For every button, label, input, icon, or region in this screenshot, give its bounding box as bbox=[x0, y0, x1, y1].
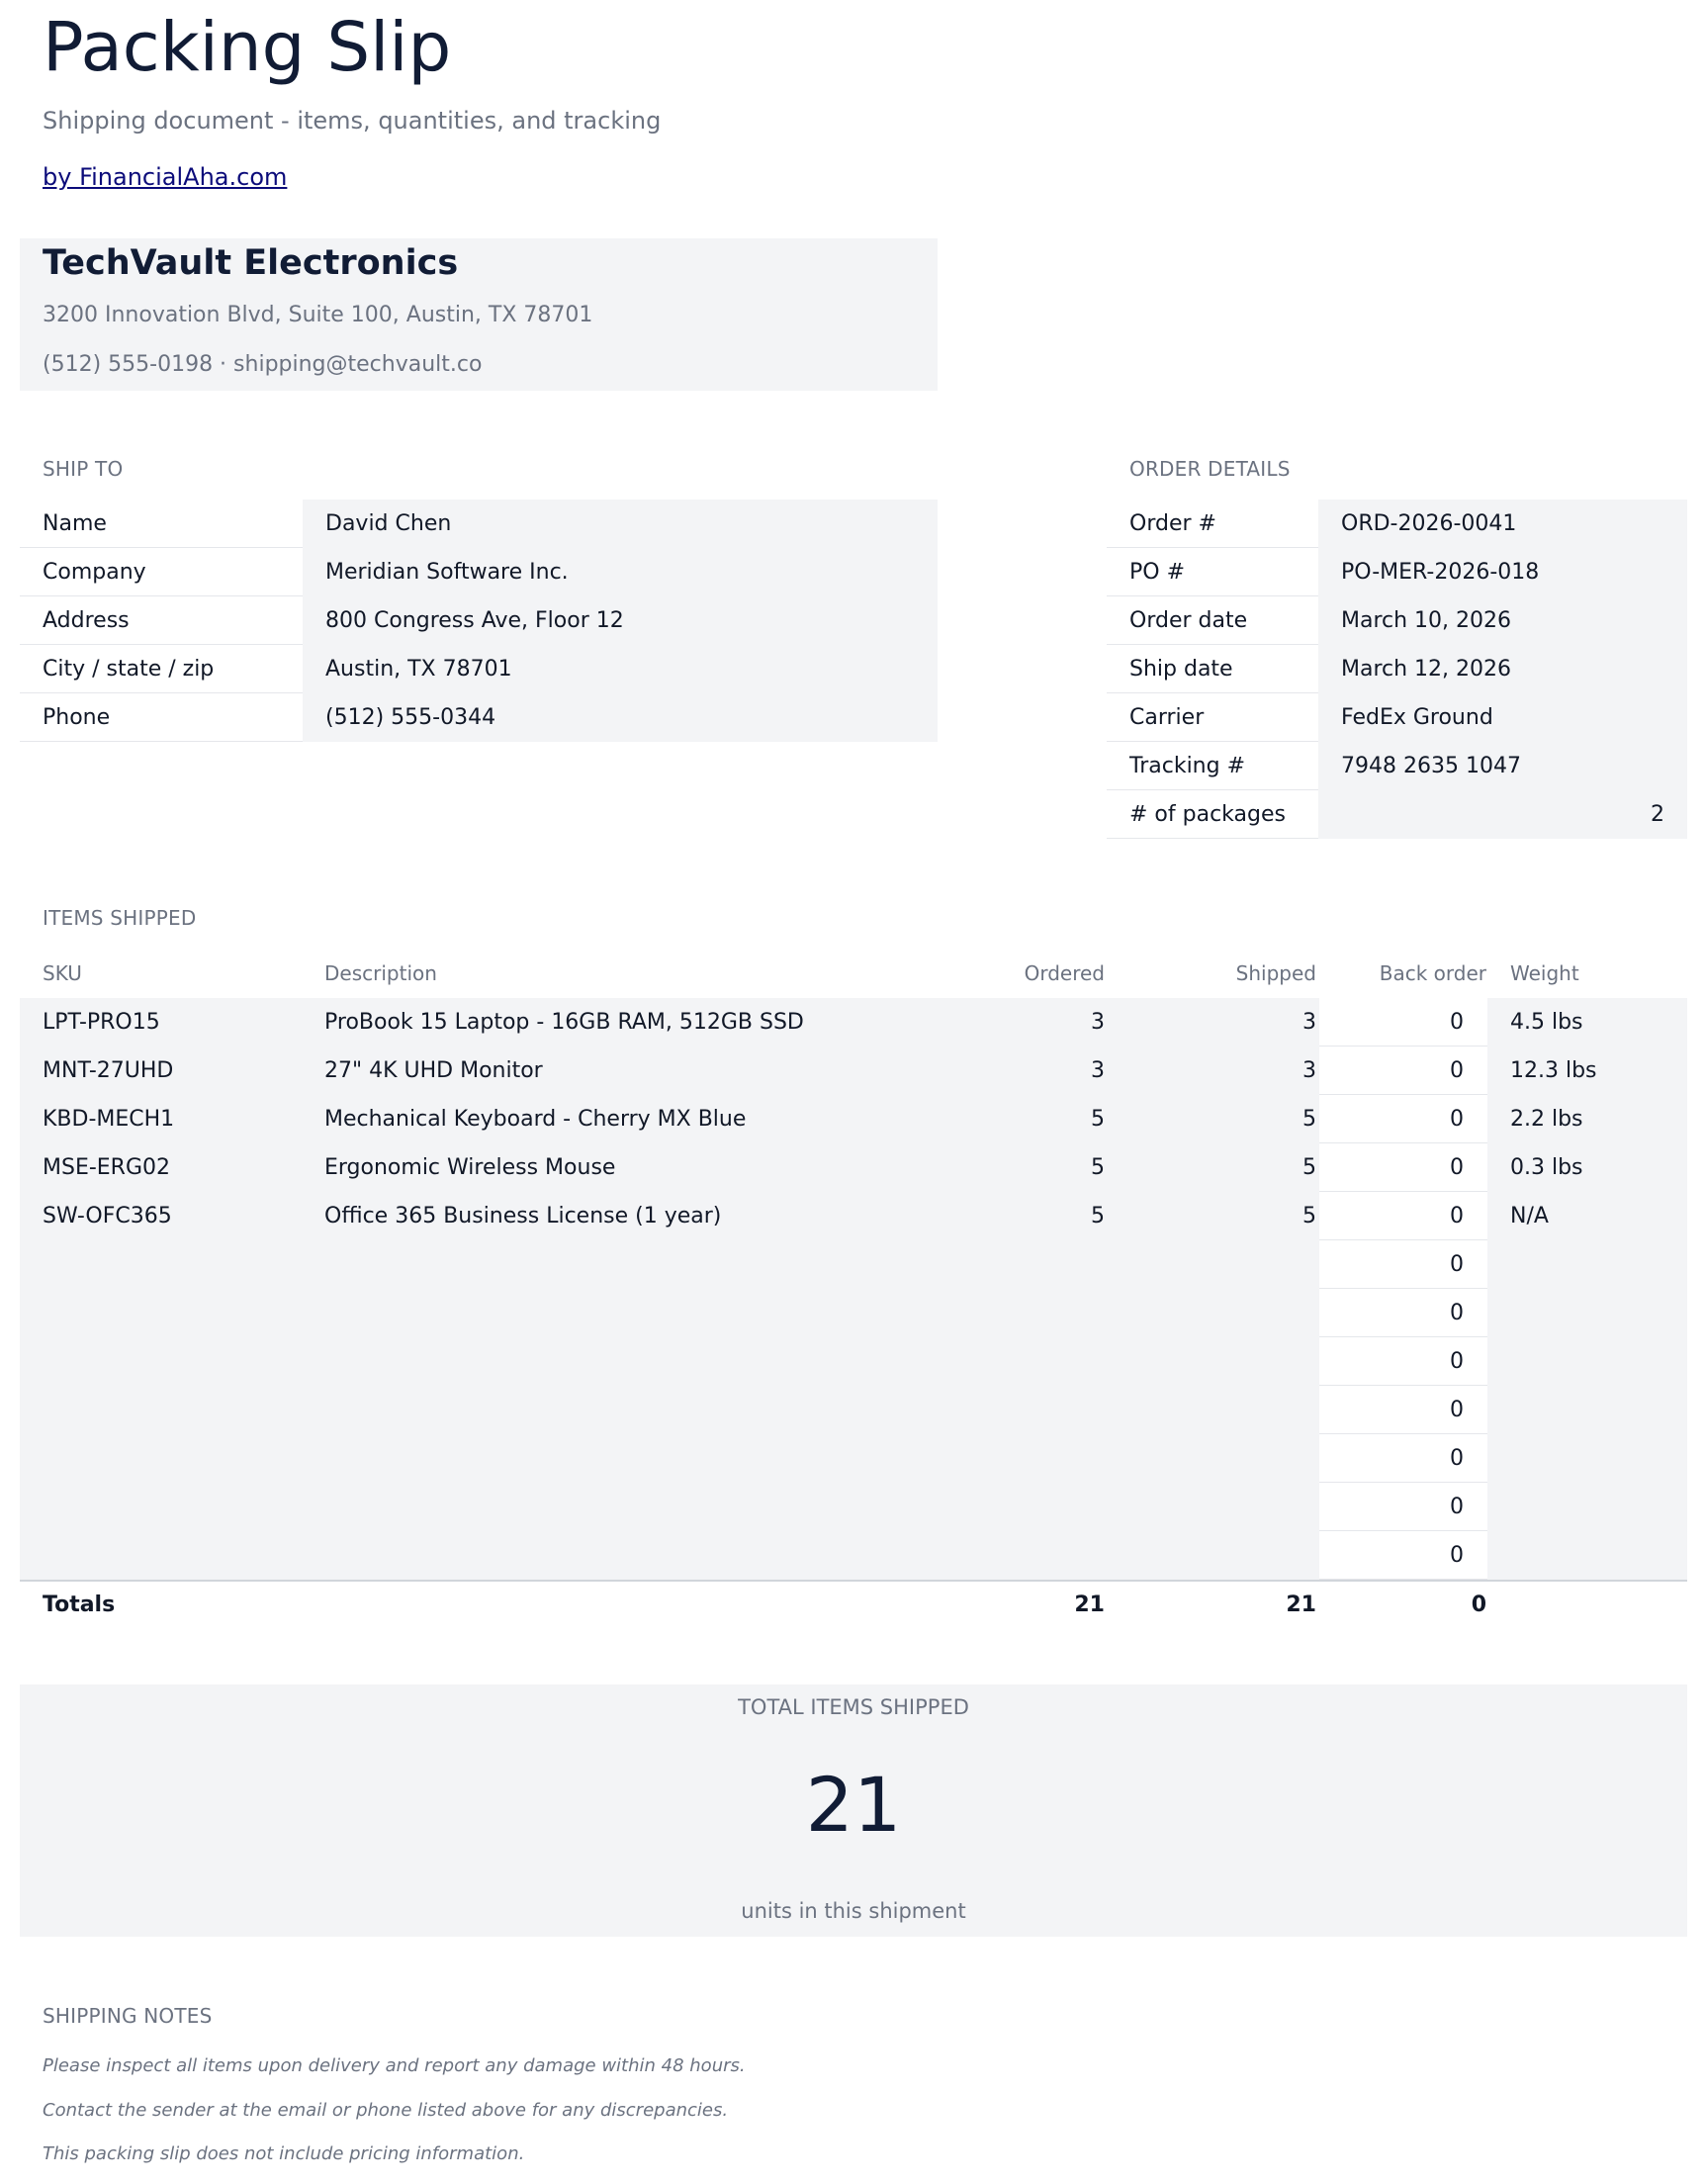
cell-weight: 12.3 lbs bbox=[1510, 1058, 1597, 1083]
shipping-note: Please inspect all items upon delivery and report any damage within 48 hours. bbox=[43, 2055, 746, 2076]
col-header-sku: SKU bbox=[43, 961, 82, 985]
kv-row bbox=[1107, 790, 1687, 839]
kv-row bbox=[1107, 548, 1687, 596]
kv-key: Order # bbox=[1107, 500, 1318, 548]
kv-key: Company bbox=[20, 548, 303, 596]
kv-row bbox=[20, 500, 938, 548]
kv-row bbox=[1107, 500, 1687, 548]
kv-key: Tracking # bbox=[1107, 742, 1318, 790]
totals-ordered: 21 bbox=[1074, 1592, 1105, 1617]
order-details-label: ORDER DETAILS bbox=[1129, 457, 1291, 481]
kv-row bbox=[1107, 596, 1687, 645]
cell-sku: KBD-MECH1 bbox=[43, 1107, 175, 1132]
sender-address: 3200 Innovation Blvd, Suite 100, Austin, TX 78701 bbox=[43, 303, 593, 327]
kv-row bbox=[20, 548, 938, 596]
cell-description: ProBook 15 Laptop - 16GB RAM, 512GB SSD bbox=[324, 1010, 804, 1035]
kv-row bbox=[20, 645, 938, 693]
cell-back-order: 0 bbox=[1319, 1192, 1487, 1240]
cell-back-order: 0 bbox=[1319, 1531, 1487, 1580]
kv-key: Phone bbox=[20, 693, 303, 742]
col-header-shipped: Shipped bbox=[1235, 961, 1316, 985]
kv-value: March 10, 2026 bbox=[1318, 596, 1687, 645]
cell-ordered: 5 bbox=[1091, 1155, 1105, 1180]
cell-ordered: 5 bbox=[1091, 1204, 1105, 1228]
cell-back-order: 0 bbox=[1319, 1046, 1487, 1095]
kv-key: Ship date bbox=[1107, 645, 1318, 693]
cell-sku: MSE-ERG02 bbox=[43, 1155, 171, 1180]
kv-value: 800 Congress Ave, Floor 12 bbox=[303, 596, 938, 645]
kv-value: PO-MER-2026-018 bbox=[1318, 548, 1687, 596]
cell-back-order: 0 bbox=[1319, 1337, 1487, 1386]
kv-key: City / state / zip bbox=[20, 645, 303, 693]
kv-row bbox=[1107, 693, 1687, 742]
kv-value: FedEx Ground bbox=[1318, 693, 1687, 742]
cell-back-order: 0 bbox=[1319, 1095, 1487, 1143]
totals-label: Totals bbox=[43, 1592, 116, 1617]
cell-back-order: 0 bbox=[1319, 1483, 1487, 1531]
sender-contact: (512) 555-0198 · shipping@techvault.co bbox=[43, 352, 483, 377]
cell-sku: SW-OFC365 bbox=[43, 1204, 172, 1228]
kv-key: Order date bbox=[1107, 596, 1318, 645]
kv-value: Austin, TX 78701 bbox=[303, 645, 938, 693]
summary-unit: units in this shipment bbox=[741, 1899, 966, 1923]
totals-divider bbox=[20, 1580, 1687, 1582]
cell-shipped: 3 bbox=[1302, 1058, 1316, 1083]
kv-value: ORD-2026-0041 bbox=[1318, 500, 1687, 548]
sender-name: TechVault Electronics bbox=[43, 243, 459, 283]
page-title: Packing Slip bbox=[43, 8, 452, 87]
cell-ordered: 5 bbox=[1091, 1107, 1105, 1132]
kv-row bbox=[20, 596, 938, 645]
col-header-weight: Weight bbox=[1510, 961, 1579, 985]
col-header-ordered: Ordered bbox=[1024, 961, 1105, 985]
cell-shipped: 5 bbox=[1302, 1155, 1316, 1180]
kv-value: (512) 555-0344 bbox=[303, 693, 938, 742]
totals-shipped: 21 bbox=[1286, 1592, 1316, 1617]
cell-sku: MNT-27UHD bbox=[43, 1058, 174, 1083]
totals-back-order: 0 bbox=[1471, 1592, 1486, 1617]
cell-weight: 2.2 lbs bbox=[1510, 1107, 1583, 1132]
kv-row bbox=[20, 693, 938, 742]
kv-key: # of packages bbox=[1107, 790, 1318, 839]
kv-value: 2 bbox=[1318, 790, 1687, 839]
ship-to-label: SHIP TO bbox=[43, 457, 124, 481]
kv-row bbox=[1107, 742, 1687, 790]
kv-row bbox=[1107, 645, 1687, 693]
shipping-note: This packing slip does not include pricing information. bbox=[43, 2143, 525, 2164]
summary-value: 21 bbox=[805, 1761, 902, 1849]
cell-weight: N/A bbox=[1510, 1204, 1549, 1228]
byline-link[interactable]: by FinancialAha.com bbox=[43, 163, 288, 191]
cell-back-order: 0 bbox=[1319, 1143, 1487, 1192]
kv-key: Carrier bbox=[1107, 693, 1318, 742]
cell-sku: LPT-PRO15 bbox=[43, 1010, 160, 1035]
cell-ordered: 3 bbox=[1091, 1010, 1105, 1035]
shipping-note: Contact the sender at the email or phone listed above for any discrepancies. bbox=[43, 2100, 729, 2121]
cell-back-order: 0 bbox=[1319, 1434, 1487, 1483]
cell-weight: 4.5 lbs bbox=[1510, 1010, 1583, 1035]
cell-shipped: 3 bbox=[1302, 1010, 1316, 1035]
kv-value: David Chen bbox=[303, 500, 938, 548]
shipping-notes-label: SHIPPING NOTES bbox=[43, 2004, 213, 2028]
cell-shipped: 5 bbox=[1302, 1204, 1316, 1228]
kv-value: 7948 2635 1047 bbox=[1318, 742, 1687, 790]
kv-value: March 12, 2026 bbox=[1318, 645, 1687, 693]
cell-back-order: 0 bbox=[1319, 1289, 1487, 1337]
cell-description: Ergonomic Wireless Mouse bbox=[324, 1155, 616, 1180]
kv-key: Name bbox=[20, 500, 303, 548]
kv-key: PO # bbox=[1107, 548, 1318, 596]
kv-key: Address bbox=[20, 596, 303, 645]
kv-value: Meridian Software Inc. bbox=[303, 548, 938, 596]
items-shipped-label: ITEMS SHIPPED bbox=[43, 906, 197, 930]
col-header-description: Description bbox=[324, 961, 437, 985]
summary-label: TOTAL ITEMS SHIPPED bbox=[738, 1695, 969, 1719]
cell-back-order: 0 bbox=[1319, 1386, 1487, 1434]
col-header-back-order: Back order bbox=[1379, 961, 1486, 985]
cell-weight: 0.3 lbs bbox=[1510, 1155, 1583, 1180]
cell-back-order: 0 bbox=[1319, 1240, 1487, 1289]
cell-shipped: 5 bbox=[1302, 1107, 1316, 1132]
cell-description: Mechanical Keyboard - Cherry MX Blue bbox=[324, 1107, 747, 1132]
page-subtitle: Shipping document - items, quantities, and tracking bbox=[43, 107, 662, 135]
cell-description: 27" 4K UHD Monitor bbox=[324, 1058, 543, 1083]
cell-description: Office 365 Business License (1 year) bbox=[324, 1204, 722, 1228]
cell-back-order: 0 bbox=[1319, 998, 1487, 1046]
cell-ordered: 3 bbox=[1091, 1058, 1105, 1083]
